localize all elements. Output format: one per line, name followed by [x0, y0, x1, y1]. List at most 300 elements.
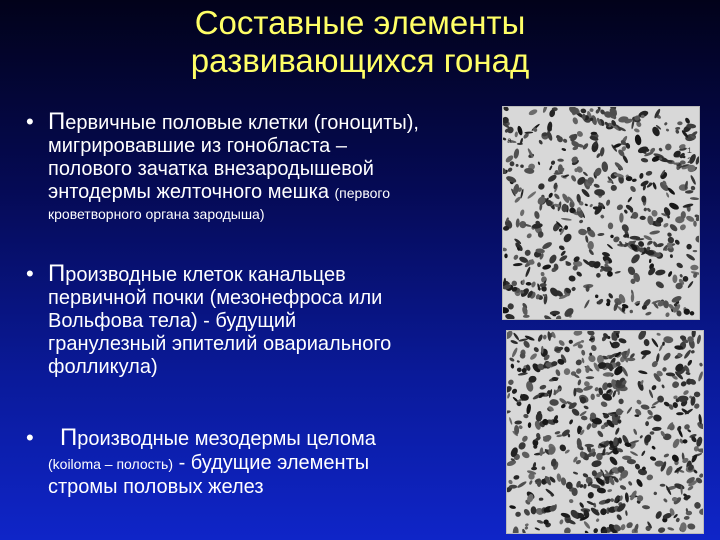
- cell-nucleus: [503, 107, 510, 112]
- cell-nucleus: [651, 209, 659, 217]
- cell-nucleus: [610, 234, 615, 239]
- cell-nucleus: [530, 506, 536, 514]
- cell-nucleus: [661, 384, 665, 389]
- cell-nucleus: [549, 399, 559, 407]
- cell-nucleus: [514, 131, 518, 137]
- cell-nucleus: [558, 339, 566, 347]
- cell-nucleus: [528, 108, 538, 116]
- bullet-2-initial: П: [48, 260, 66, 287]
- cell-nucleus: [589, 108, 594, 113]
- cell-nucleus: [537, 334, 544, 343]
- cell-nucleus: [689, 311, 694, 316]
- cell-nucleus: [595, 518, 600, 523]
- bullet-2-line-4: гранулезный эпителий овариального: [48, 333, 392, 355]
- cell-nucleus: [605, 199, 610, 206]
- cell-nucleus: [524, 526, 529, 530]
- cell-nucleus: [547, 121, 553, 132]
- cell-nucleus: [624, 492, 629, 503]
- cell-nucleus: [515, 511, 521, 517]
- cell-nucleus: [577, 379, 582, 386]
- cell-nucleus: [651, 445, 656, 450]
- cell-nucleus: [580, 108, 587, 114]
- micrograph-label-2: 2: [687, 157, 692, 166]
- cell-nucleus: [671, 438, 680, 449]
- cell-nucleus: [618, 398, 623, 404]
- cell-nucleus: [586, 376, 595, 379]
- cell-nucleus: [528, 422, 532, 428]
- cell-nucleus: [584, 530, 590, 533]
- cell-nucleus: [513, 148, 520, 159]
- cell-nucleus: [578, 228, 587, 235]
- cell-nucleus: [647, 415, 654, 420]
- cell-nucleus: [623, 209, 628, 214]
- cell-nucleus: [668, 223, 678, 233]
- cell-nucleus: [507, 331, 514, 340]
- bullet-2-line-1: роизводные клеток канальцев: [65, 264, 346, 286]
- cell-nucleus: [573, 331, 582, 336]
- cell-nucleus: [610, 184, 617, 191]
- cell-nucleus: [590, 344, 598, 352]
- cell-nucleus: [671, 380, 680, 389]
- cell-nucleus: [649, 230, 660, 236]
- cell-nucleus: [552, 387, 561, 396]
- cell-nucleus: [596, 430, 604, 439]
- cell-nucleus: [520, 164, 524, 168]
- cell-nucleus: [540, 272, 545, 277]
- cell-nucleus: [635, 478, 644, 488]
- cell-nucleus: [698, 473, 703, 479]
- cell-nucleus: [524, 131, 533, 133]
- cell-nucleus: [628, 481, 633, 487]
- cell-nucleus: [558, 245, 565, 251]
- cell-nucleus: [515, 218, 519, 227]
- cell-nucleus: [505, 313, 516, 319]
- cell-nucleus: [694, 391, 701, 397]
- cell-nucleus: [513, 254, 520, 261]
- cell-nucleus: [651, 337, 659, 347]
- cell-nucleus: [629, 309, 633, 313]
- cell-nucleus: [645, 311, 652, 316]
- cell-nucleus: [633, 428, 638, 435]
- cell-nucleus: [660, 484, 666, 487]
- cell-nucleus: [693, 250, 698, 252]
- cell-nucleus: [693, 501, 701, 510]
- cell-nucleus: [593, 183, 600, 189]
- cell-nucleus: [570, 174, 577, 182]
- cell-nucleus: [664, 143, 672, 152]
- cell-nucleus: [649, 259, 652, 263]
- cell-nucleus: [651, 384, 658, 391]
- cell-nucleus: [646, 474, 654, 482]
- cell-nucleus: [643, 338, 650, 346]
- cell-nucleus: [698, 508, 703, 516]
- cell-nucleus: [507, 410, 511, 414]
- cell-nucleus: [581, 415, 588, 420]
- cell-nucleus: [601, 161, 609, 172]
- cell-nucleus: [534, 527, 540, 531]
- cell-nucleus: [695, 436, 703, 447]
- cell-nucleus: [585, 444, 595, 448]
- cell-nucleus: [543, 314, 553, 319]
- cell-nucleus: [655, 280, 666, 290]
- cell-nucleus: [537, 182, 546, 191]
- cell-nucleus: [510, 339, 518, 344]
- cell-nucleus: [525, 523, 530, 527]
- cell-nucleus: [690, 197, 699, 200]
- cell-nucleus: [616, 203, 624, 211]
- cell-nucleus: [587, 331, 596, 336]
- micrograph-top-image: [502, 106, 700, 320]
- cell-nucleus: [619, 213, 624, 223]
- cell-nucleus: [591, 459, 602, 468]
- cell-nucleus: [677, 121, 682, 125]
- cell-nucleus: [582, 171, 588, 177]
- cell-nucleus: [586, 423, 592, 431]
- cell-nucleus: [696, 334, 702, 344]
- cell-nucleus: [581, 349, 586, 355]
- cell-nucleus: [641, 450, 646, 457]
- cell-nucleus: [514, 420, 522, 425]
- cell-nucleus: [608, 292, 614, 299]
- cell-nucleus: [531, 466, 537, 470]
- cell-nucleus: [568, 339, 573, 344]
- micrograph-top-texture: [503, 107, 699, 319]
- cell-nucleus: [579, 502, 585, 509]
- cell-nucleus: [675, 517, 680, 522]
- cell-nucleus: [536, 519, 544, 524]
- bullet-1-line-1: ервичные половые клетки (гоноциты),: [65, 112, 419, 134]
- bullet-3-line-2: - будущие элементы: [173, 452, 370, 474]
- cell-nucleus: [576, 271, 583, 278]
- cell-nucleus: [555, 369, 561, 377]
- cell-nucleus: [600, 400, 608, 408]
- cell-nucleus: [603, 413, 609, 418]
- cell-nucleus: [538, 161, 541, 165]
- cell-nucleus: [636, 380, 644, 392]
- micrograph-label-1: 1: [687, 147, 692, 156]
- cell-nucleus: [517, 143, 523, 145]
- cell-nucleus: [529, 480, 533, 485]
- cell-nucleus: [549, 165, 553, 171]
- cell-nucleus: [646, 207, 651, 212]
- cell-nucleus: [583, 299, 590, 309]
- cell-nucleus: [507, 303, 514, 310]
- cell-nucleus: [583, 405, 589, 410]
- cell-nucleus: [663, 498, 668, 503]
- cell-nucleus: [679, 274, 683, 278]
- cell-nucleus: [652, 427, 662, 431]
- cell-nucleus: [667, 527, 674, 532]
- cell-nucleus: [513, 526, 519, 533]
- cell-nucleus: [639, 435, 643, 439]
- cell-nucleus: [673, 482, 685, 490]
- cell-nucleus: [507, 385, 513, 394]
- cell-nucleus: [563, 368, 570, 376]
- cell-nucleus: [533, 210, 540, 219]
- cell-nucleus: [684, 516, 690, 521]
- cell-nucleus: [620, 524, 626, 531]
- cell-nucleus: [675, 127, 680, 130]
- cell-nucleus: [666, 232, 672, 238]
- cell-nucleus: [507, 167, 513, 173]
- cell-nucleus: [562, 138, 568, 144]
- cell-nucleus: [580, 188, 590, 198]
- cell-nucleus: [684, 117, 691, 125]
- cell-nucleus: [504, 253, 508, 258]
- cell-nucleus: [529, 352, 538, 361]
- cell-nucleus: [639, 173, 644, 180]
- cell-nucleus: [625, 510, 628, 516]
- cell-nucleus: [563, 345, 571, 353]
- cell-nucleus: [573, 471, 579, 475]
- cell-nucleus: [649, 431, 654, 435]
- bullet-2-line-3: Вольфова тела) - будущий: [48, 310, 297, 332]
- cell-nucleus: [695, 235, 699, 244]
- cell-nucleus: [632, 178, 637, 182]
- bullet-1-small-line: кроветворного органа зародыша): [48, 206, 265, 222]
- cell-nucleus: [510, 161, 515, 166]
- cell-nucleus: [646, 409, 653, 417]
- bullet-3-initial: П: [60, 424, 78, 451]
- cell-nucleus: [648, 389, 654, 399]
- cell-nucleus: [597, 233, 604, 237]
- cell-nucleus: [548, 253, 558, 264]
- cell-nucleus: [541, 241, 553, 251]
- cell-nucleus: [589, 203, 593, 207]
- cell-nucleus: [697, 371, 703, 382]
- cell-nucleus: [596, 273, 601, 279]
- cell-nucleus: [665, 312, 671, 318]
- cell-nucleus: [513, 263, 523, 267]
- cell-nucleus: [516, 480, 527, 489]
- cell-nucleus: [509, 485, 518, 489]
- cell-nucleus: [629, 185, 637, 193]
- micrograph-bottom-texture: [507, 331, 703, 533]
- cell-nucleus: [571, 286, 577, 292]
- cell-nucleus: [550, 160, 556, 166]
- cell-nucleus: [690, 175, 697, 186]
- cell-nucleus: [645, 421, 649, 426]
- cell-nucleus: [693, 221, 697, 227]
- cell-nucleus: [640, 157, 648, 163]
- cell-nucleus: [661, 366, 667, 372]
- cell-nucleus: [575, 359, 583, 367]
- cell-nucleus: [683, 349, 692, 360]
- cell-nucleus: [594, 387, 599, 392]
- cell-nucleus: [608, 455, 619, 466]
- cell-nucleus: [685, 253, 696, 262]
- cell-nucleus: [519, 209, 525, 217]
- cell-nucleus: [564, 225, 568, 230]
- cell-nucleus: [683, 423, 691, 431]
- title-line-1: Составные элементы: [194, 4, 526, 41]
- cell-nucleus: [541, 276, 547, 283]
- cell-nucleus: [630, 450, 639, 456]
- cell-nucleus: [584, 203, 588, 206]
- cell-nucleus: [523, 414, 529, 419]
- cell-nucleus: [686, 244, 692, 250]
- cell-nucleus: [638, 370, 648, 375]
- cell-nucleus: [563, 526, 572, 533]
- cell-nucleus: [509, 505, 516, 510]
- cell-nucleus: [517, 360, 521, 363]
- cell-nucleus: [542, 466, 546, 470]
- cell-nucleus: [656, 242, 664, 247]
- cell-nucleus: [542, 264, 552, 271]
- cell-nucleus: [687, 280, 694, 288]
- cell-nucleus: [507, 379, 515, 387]
- bullet-1-line-4: энтодермы желточного мешка: [48, 181, 329, 203]
- cell-nucleus: [585, 235, 589, 243]
- cell-nucleus: [676, 425, 682, 431]
- cell-nucleus: [653, 491, 657, 495]
- cell-nucleus: [524, 249, 531, 257]
- cell-nucleus: [607, 180, 612, 183]
- cell-nucleus: [562, 232, 573, 244]
- cell-nucleus: [590, 394, 595, 400]
- bullet-marker: •: [26, 425, 34, 450]
- cell-nucleus: [568, 275, 576, 282]
- cell-nucleus: [531, 281, 537, 288]
- cell-nucleus: [591, 132, 598, 135]
- cell-nucleus: [651, 406, 656, 409]
- cell-nucleus: [513, 475, 520, 481]
- cell-nucleus: [509, 357, 515, 362]
- cell-nucleus: [640, 404, 650, 411]
- cell-nucleus: [610, 498, 615, 503]
- cell-nucleus: [583, 484, 587, 489]
- cell-nucleus: [665, 465, 674, 477]
- cell-nucleus: [614, 427, 620, 435]
- cell-nucleus: [606, 243, 613, 249]
- micrograph-label-a: а: [507, 137, 512, 146]
- cell-nucleus: [658, 147, 663, 152]
- cell-nucleus: [657, 527, 665, 533]
- cell-nucleus: [524, 335, 535, 342]
- cell-nucleus: [568, 419, 573, 425]
- cell-nucleus: [600, 214, 605, 219]
- cell-nucleus: [516, 367, 522, 372]
- cell-nucleus: [670, 254, 673, 258]
- bullet-3-small-prefix: (koiloma – полость): [48, 456, 174, 472]
- cell-nucleus: [652, 414, 662, 423]
- cell-nucleus: [607, 489, 612, 493]
- cell-nucleus: [595, 294, 599, 298]
- cell-nucleus: [640, 216, 646, 220]
- cell-nucleus: [649, 456, 656, 462]
- cell-nucleus: [630, 253, 642, 265]
- cell-nucleus: [683, 276, 689, 282]
- cell-nucleus: [682, 389, 689, 396]
- cell-nucleus: [690, 185, 696, 191]
- cell-nucleus: [538, 139, 543, 145]
- slide-title: [0, 4, 720, 80]
- bullet-1-line-2: мигрировавшие из гонобласта –: [48, 135, 347, 157]
- cell-nucleus: [533, 346, 540, 353]
- title-line-2: развивающихся гонад: [190, 42, 530, 79]
- cell-nucleus: [507, 393, 511, 399]
- cell-nucleus: [547, 331, 551, 341]
- cell-nucleus: [620, 223, 630, 233]
- cell-nucleus: [510, 363, 514, 368]
- cell-nucleus: [542, 107, 548, 113]
- cell-nucleus: [614, 270, 621, 274]
- cell-nucleus: [543, 334, 547, 339]
- cell-nucleus: [668, 201, 680, 211]
- bullet-marker: •: [26, 261, 34, 286]
- cell-nucleus: [643, 207, 647, 212]
- cell-nucleus: [517, 441, 527, 451]
- cell-nucleus: [676, 262, 684, 270]
- cell-nucleus: [626, 406, 633, 414]
- cell-nucleus: [559, 519, 564, 525]
- cell-nucleus: [508, 479, 514, 485]
- bullet-marker: •: [26, 109, 34, 134]
- cell-nucleus: [656, 332, 661, 336]
- cell-nucleus: [521, 306, 528, 316]
- micrograph-bottom-image: [506, 330, 704, 534]
- cell-nucleus: [561, 148, 566, 152]
- bullet-3-line-3: стромы половых желез: [48, 476, 264, 498]
- cell-nucleus: [521, 435, 529, 443]
- cell-nucleus: [554, 431, 560, 435]
- cell-nucleus: [511, 347, 519, 358]
- cell-nucleus: [629, 490, 638, 502]
- cell-nucleus: [525, 266, 532, 277]
- cell-nucleus: [672, 274, 677, 283]
- cell-nucleus: [548, 192, 554, 199]
- cell-nucleus: [663, 222, 670, 228]
- cell-nucleus: [664, 122, 668, 126]
- cell-nucleus: [557, 158, 564, 162]
- cell-nucleus: [652, 182, 657, 190]
- cell-nucleus: [593, 528, 599, 533]
- cell-nucleus: [670, 453, 680, 463]
- cell-nucleus: [616, 513, 623, 521]
- cell-nucleus: [587, 491, 595, 500]
- bullet-3-line-1: роизводные мезодермы целома: [77, 428, 376, 450]
- cell-nucleus: [526, 282, 532, 286]
- bullet-1-initial: П: [48, 108, 66, 135]
- cell-nucleus: [667, 271, 673, 278]
- cell-nucleus: [539, 497, 544, 501]
- cell-nucleus: [676, 412, 684, 415]
- cell-nucleus: [509, 417, 513, 425]
- cell-nucleus: [682, 439, 687, 444]
- bullet-2-line-2: первичной почки (мезонефроса или: [48, 287, 383, 309]
- cell-nucleus: [514, 196, 522, 204]
- cell-nucleus: [690, 265, 698, 271]
- cell-nucleus: [687, 359, 693, 366]
- cell-nucleus: [634, 134, 642, 146]
- cell-nucleus: [619, 484, 627, 491]
- cell-nucleus: [642, 505, 650, 510]
- cell-nucleus: [643, 234, 653, 241]
- bullet-2-line-5: фолликула): [48, 356, 158, 378]
- cell-nucleus: [587, 241, 594, 250]
- cell-nucleus: [636, 399, 643, 406]
- cell-nucleus: [586, 500, 595, 506]
- cell-nucleus: [625, 521, 634, 529]
- cell-nucleus: [663, 453, 669, 458]
- cell-nucleus: [521, 450, 531, 459]
- cell-nucleus: [640, 350, 651, 356]
- cell-nucleus: [569, 499, 574, 504]
- cell-nucleus: [627, 196, 633, 203]
- cell-nucleus: [675, 129, 680, 134]
- cell-nucleus: [561, 217, 572, 221]
- cell-nucleus: [511, 388, 518, 395]
